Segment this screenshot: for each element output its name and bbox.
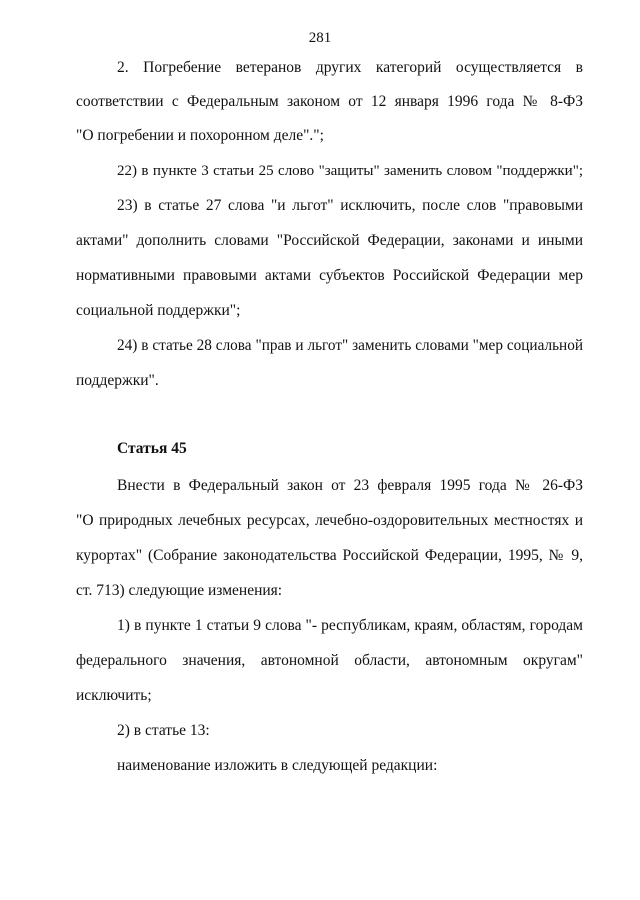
text-line: "О погребении и похоронном деле"."; (76, 127, 324, 144)
text-line: социальной поддержки"; (76, 302, 241, 319)
text-line: курортах" (Собрание законодательства Российской Федерации, 1995, № 9, (76, 547, 583, 564)
text-line: федерального значения, автономной области, автономным округам" (76, 652, 583, 669)
text-line: "О природных лечебных ресурсах, лечебно-оздоровительных местностях и (76, 512, 583, 529)
article-heading: Статья 45 (117, 440, 187, 457)
text-line: актами" дополнить словами "Российской Федерации, законами и иными (76, 232, 583, 249)
text-line: 2. Погребение ветеранов других категорий осуществляется в (117, 59, 583, 76)
text-line: исключить; (76, 687, 152, 704)
text-line: соответствии с Федеральным законом от 12 января 1996 года № 8-ФЗ (76, 93, 583, 110)
text-line: ст. 713) следующие изменения: (76, 582, 283, 599)
text-line: 24) в статье 28 слова "прав и льгот" заменить словами "мер социальной (117, 337, 583, 354)
text-line: 1) в пункте 1 статьи 9 слова "- республикам, краям, областям, городам (117, 617, 583, 634)
text-line: 23) в статье 27 слова "и льгот" исключить, после слов "правовыми (117, 197, 583, 214)
text-line: поддержки". (76, 372, 159, 389)
text-line: Внести в Федеральный закон от 23 февраля 1995 года № 26-ФЗ (117, 477, 583, 494)
text-line: 22) в пункте 3 статьи 25 слово "защиты" заменить словом "поддержки"; (117, 163, 583, 179)
text-line: нормативными правовыми актами субъектов Российской Федерации мер (76, 267, 583, 284)
text-line: 2) в статье 13: (117, 722, 210, 739)
text-line: наименование изложить в следующей редакции: (117, 757, 438, 774)
page-number: 281 (308, 30, 332, 46)
